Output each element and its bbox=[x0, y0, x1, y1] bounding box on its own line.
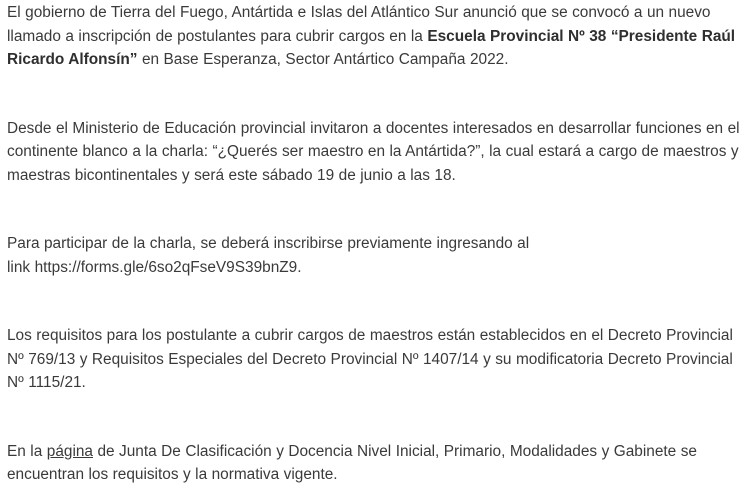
announcement-text-start: El gobierno de Tierra del Fuego, Antártida e Islas del Atlántico Sur anunció que se convocó a un nuevo llamado a inscripción de postulantes para cubrir cargos en la bbox=[7, 4, 711, 45]
paragraph-talk-invitation bbox=[7, 117, 747, 188]
paragraph-junta-page bbox=[7, 440, 747, 487]
registration-link-text: link https://forms.gle/6so2qFseV9S39bnZ9. bbox=[7, 258, 302, 276]
announcement-text-end: en Base Esperanza, Sector Antártico Campaña 2022. bbox=[137, 51, 509, 68]
registration-text: Para participar de la charla, se deberá inscribirse previamente ingresando al bbox=[7, 235, 530, 252]
junta-text-start: En la bbox=[7, 442, 47, 460]
paragraph-announcement bbox=[7, 0, 747, 72]
junta-text-end: de Junta De Clasificación y Docencia Nivel Inicial, Primario, Modalidades y Gabinete se encuentran los requisitos y la normativa vigente. bbox=[7, 442, 697, 483]
requirements-text: Los requisitos para los postulante a cubrir cargos de maestros están establecidos en el Decreto Provincial Nº 769/13 y Requisitos Especiales del Decreto Provincial Nº 1407/14 y su modificatoria Decreto Provincial Nº 1115/21. bbox=[7, 327, 733, 391]
junta-page-link[interactable]: página bbox=[46, 442, 93, 460]
talk-invitation-text: Desde el Ministerio de Educación provincial invitaron a docentes interesados en desarrollar funciones en el continente blanco a la charla: “¿Querés ser maestro en la Antártida?”, la cual estará a cargo de maestros y maestras bicontinentales y será este sábado 19 de junio a las 18. bbox=[7, 119, 740, 184]
paragraph-requirements bbox=[7, 324, 747, 395]
paragraph-registration bbox=[7, 232, 747, 279]
school-name: Escuela Provincial Nº 38 “Presidente Raúl Ricardo Alfonsín” bbox=[7, 27, 736, 68]
